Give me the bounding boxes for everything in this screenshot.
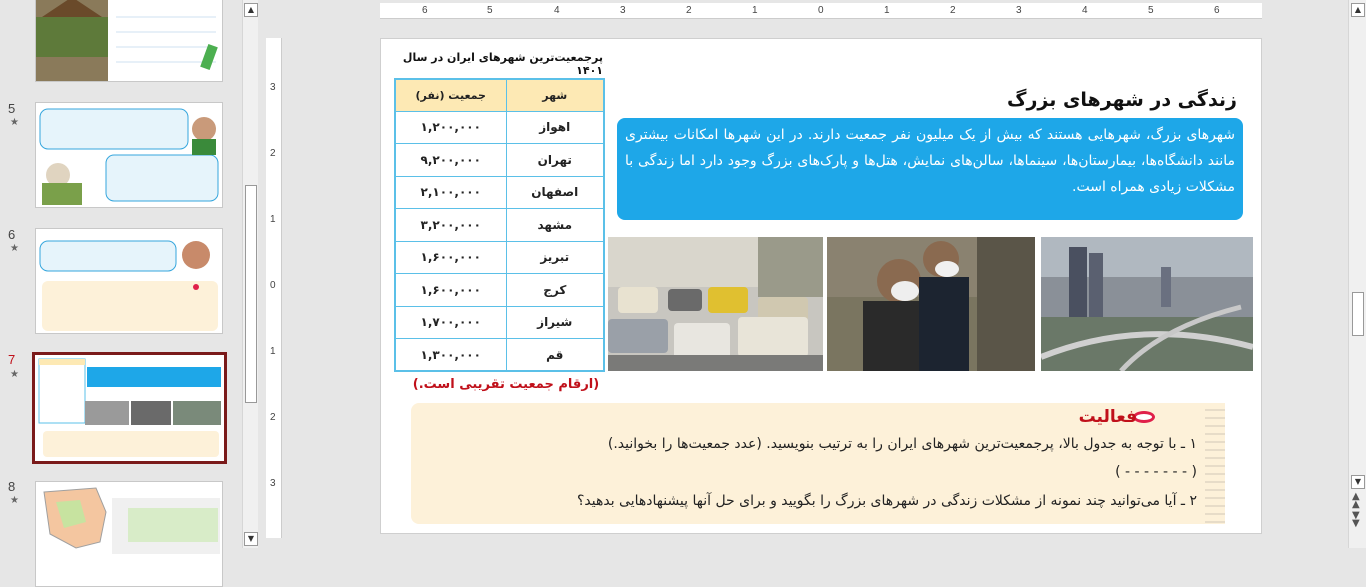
thumbnail-number: 7	[8, 352, 16, 367]
table-row	[395, 274, 604, 307]
animation-star-icon: ★	[10, 117, 19, 128]
previous-slide-icon[interactable]: ▲ ▲	[1352, 491, 1360, 510]
ruler-tick-label: 3	[620, 5, 626, 16]
ruler-tick-label: 0	[270, 280, 276, 291]
ruler-tick-label: 3	[270, 478, 276, 489]
activity-heading: فعالیت	[1078, 407, 1137, 427]
population-cell: ۳,۲۰۰,۰۰۰	[395, 209, 506, 242]
slide-thumbnail-4[interactable]	[35, 0, 223, 82]
population-cell: ۱,۲۰۰,۰۰۰	[395, 111, 506, 144]
table-row	[395, 144, 604, 177]
scroll-up-arrow-icon[interactable]: ▲	[244, 3, 258, 17]
ruler-tick-label: 5	[487, 5, 493, 16]
city-cell: کرج	[506, 274, 604, 307]
table-row	[395, 241, 604, 274]
notebook-spiral	[1205, 403, 1225, 524]
ruler-tick-label: 0	[818, 5, 824, 16]
animation-star-icon: ★	[10, 243, 19, 254]
table-note: (ارقام جمعیت تقریبی است.)	[412, 377, 600, 392]
activity-question-2: ۲ ـ آیا می‌توانید چند نمونه از مشکلات زندگی در شهرهای بزرگ را بگویید و برای حل آنها پیشنهادهایی بدهید؟	[576, 493, 1197, 509]
table-row	[395, 111, 604, 144]
table-title: پرجمعیت‌ترین شهرهای ایران در سال ۱۴۰۱	[402, 51, 603, 77]
population-cell: ۹,۲۰۰,۰۰۰	[395, 144, 506, 177]
ruler-tick-label: 6	[422, 5, 428, 16]
slide-title: زندگی در شهرهای بزرگ	[1007, 89, 1237, 111]
ruler-tick-label: 4	[1082, 5, 1088, 16]
table-row	[395, 209, 604, 242]
population-table[interactable]	[394, 78, 605, 372]
next-slide-icon[interactable]: ▼ ▼	[1352, 510, 1360, 529]
ruler-tick-label: 3	[1016, 5, 1022, 16]
activity-question-1: ۱ ـ با توجه به جدول بالا، پرجمعیت‌ترین شهرهای ایران را به ترتیب بنویسید. (عدد جمعیت‌ها را بخوانید.)	[607, 436, 1197, 452]
animation-star-icon: ★	[10, 495, 19, 506]
thumbnail-scrollbar[interactable]	[242, 0, 258, 548]
slide-thumbnail-5[interactable]	[35, 102, 223, 208]
animation-star-icon: ★	[10, 369, 19, 380]
editor-scrollbar[interactable]	[1348, 0, 1366, 548]
city-cell: تبریز	[506, 241, 604, 274]
ruler-tick-label: 5	[1148, 5, 1154, 16]
ruler-tick-label: 3	[270, 82, 276, 93]
table-row	[395, 306, 604, 339]
ruler-tick-label: 6	[1214, 5, 1220, 16]
ruler-tick-label: 4	[554, 5, 560, 16]
scroll-down-arrow-icon[interactable]: ▼	[244, 532, 258, 546]
vertical-ruler	[266, 38, 282, 538]
ruler-tick-label: 2	[270, 148, 276, 159]
city-cell: اصفهان	[506, 176, 604, 209]
slide-thumbnail-8[interactable]	[35, 481, 223, 587]
thumbnail-6-art	[36, 229, 223, 334]
activity-answer-blanks: ( - - - - - - - )	[1115, 464, 1197, 480]
city-cell: اهواز	[506, 111, 604, 144]
traffic-photo	[608, 237, 823, 371]
slide-thumbnail-7-selected[interactable]	[32, 352, 227, 464]
city-cell: قم	[506, 339, 604, 372]
ruler-tick-label: 2	[950, 5, 956, 16]
thumbnail-number: 8	[8, 479, 16, 494]
table-header-row	[395, 79, 604, 111]
thumbnail-number: 6	[8, 227, 16, 242]
population-cell: ۲,۱۰۰,۰۰۰	[395, 176, 506, 209]
population-cell: ۱,۷۰۰,۰۰۰	[395, 306, 506, 339]
activity-box	[411, 403, 1225, 524]
city-aerial-photo	[1041, 237, 1253, 371]
slide-canvas[interactable]	[380, 38, 1262, 534]
scrollbar-thumb[interactable]	[245, 185, 257, 403]
boys-with-masks-photo	[827, 237, 1035, 371]
population-cell: ۱,۶۰۰,۰۰۰	[395, 274, 506, 307]
thumbnail-5-art	[36, 103, 223, 208]
population-cell: ۱,۳۰۰,۰۰۰	[395, 339, 506, 372]
thumbnail-8-art	[36, 482, 223, 587]
ruler-tick-label: 2	[686, 5, 692, 16]
ruler-tick-label: 1	[752, 5, 758, 16]
population-column-header: جمعیت (نفر)	[395, 79, 506, 111]
city-column-header: شهر	[506, 79, 604, 111]
horizontal-ruler	[380, 3, 1262, 19]
ruler-tick-label: 2	[270, 412, 276, 423]
population-cell: ۱,۶۰۰,۰۰۰	[395, 241, 506, 274]
ruler-tick-label: 1	[884, 5, 890, 16]
scroll-up-arrow-icon[interactable]: ▲	[1351, 3, 1365, 17]
ruler-tick-label: 1	[270, 214, 276, 225]
slide-thumbnail-pane	[0, 0, 242, 548]
city-cell: شیراز	[506, 306, 604, 339]
thumbnail-number: 5	[8, 101, 16, 116]
thumbnail-4-art	[36, 0, 223, 82]
table-row	[395, 339, 604, 372]
city-cell: مشهد	[506, 209, 604, 242]
intro-text-box: شهرهای بزرگ، شهرهایی هستند که بیش از یک میلیون نفر جمعیت دارند. در این شهرها امکانات بیشتری مانند دانشگاه‌ها، بیمارستان‌ها، سینماها، سالن‌های نمایش، هتل‌ها و پارک‌های بزرگ وجود دارد اما زندگی با مشکلات زیادی همراه است.	[617, 118, 1243, 220]
slide-thumbnail-6[interactable]	[35, 228, 223, 334]
scrollbar-thumb[interactable]	[1352, 292, 1364, 336]
scroll-down-arrow-icon[interactable]: ▼	[1351, 475, 1365, 489]
city-cell: تهران	[506, 144, 604, 177]
thumbnail-7-art	[35, 355, 224, 461]
ruler-tick-label: 1	[270, 346, 276, 357]
table-row	[395, 176, 604, 209]
